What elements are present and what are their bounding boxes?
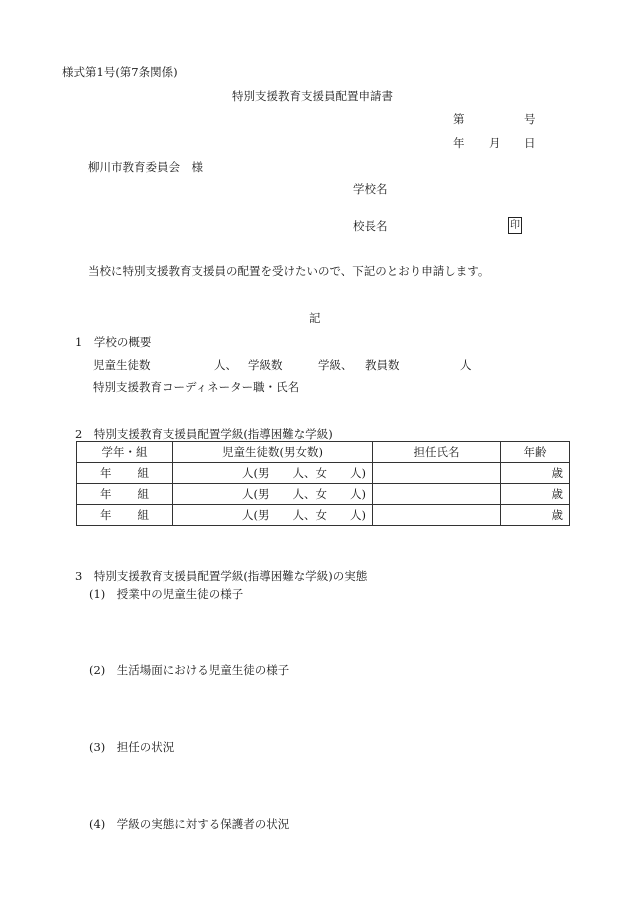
age-cell[interactable]: 歳: [501, 505, 570, 526]
student-count-cell[interactable]: 人(男 人、女 人): [173, 484, 373, 505]
teacher-name-cell[interactable]: [373, 505, 501, 526]
col-header-age: 年齢: [501, 442, 570, 463]
addressee: 柳川市教育委員会 様: [88, 160, 203, 174]
table-header-row: [77, 442, 570, 463]
age-cell[interactable]: 歳: [501, 484, 570, 505]
date-day: 日: [524, 136, 536, 150]
table-row: [77, 484, 570, 505]
date-month: 月: [489, 136, 501, 150]
teachers-label: 教員数: [365, 358, 400, 372]
student-count-cell[interactable]: 人(男 人、女 人): [173, 505, 373, 526]
teacher-name-cell[interactable]: [373, 484, 501, 505]
doc-number-prefix: 第: [453, 112, 465, 126]
section3-item-1: (1) 授業中の児童生徒の様子: [89, 587, 244, 601]
students-unit: 人、: [214, 358, 237, 372]
teacher-name-cell[interactable]: [373, 463, 501, 484]
grade-unit: 年: [100, 508, 112, 522]
principal-name-label: 校長名: [353, 219, 388, 233]
age-cell[interactable]: 歳: [501, 463, 570, 484]
grade-class-cell[interactable]: [77, 505, 173, 526]
grade-class-cell[interactable]: [77, 484, 173, 505]
col-header-teacher: 担任氏名: [373, 442, 501, 463]
col-header-count: 児童生徒数(男女数): [173, 442, 373, 463]
class-unit: 組: [137, 487, 149, 501]
date-year: 年: [453, 136, 465, 150]
section3-item-4: (4) 学級の実態に対する保護者の状況: [89, 817, 290, 831]
table-row: [77, 463, 570, 484]
grade-unit: 年: [100, 466, 112, 480]
document-title: 特別支援教育支援員配置申請書: [232, 89, 393, 103]
section1-heading: 1 学校の概要: [75, 335, 152, 349]
section3-heading: 3 特別支援教育支援員配置学級(指導困難な学級)の実態: [75, 569, 368, 583]
ki-mark: 記: [309, 311, 321, 325]
section3-item-3: (3) 担任の状況: [89, 740, 175, 754]
class-unit: 組: [137, 508, 149, 522]
section2-heading: 2 特別支援教育支援員配置学級(指導困難な学級): [75, 427, 333, 441]
teachers-unit: 人: [460, 358, 472, 372]
classes-unit: 学級、: [318, 358, 353, 372]
table-row: [77, 505, 570, 526]
intro-text: 当校に特別支援教育支援員の配置を受けたいので、下記のとおり申請します。: [88, 264, 490, 278]
student-count-cell[interactable]: 人(男 人、女 人): [173, 463, 373, 484]
seal-mark: 印: [508, 217, 522, 234]
grade-class-cell[interactable]: [77, 463, 173, 484]
coordinator-label: 特別支援教育コーディネーター職・氏名: [93, 380, 300, 394]
classes-label: 学級数: [248, 358, 283, 372]
students-label: 児童生徒数: [93, 358, 151, 372]
class-unit: 組: [137, 466, 149, 480]
doc-number-suffix: 号: [524, 112, 536, 126]
col-header-grade: 学年・組: [77, 442, 173, 463]
school-name-label: 学校名: [353, 182, 388, 196]
form-number: 様式第1号(第7条関係): [62, 65, 178, 79]
class-table: [76, 441, 570, 526]
section3-item-2: (2) 生活場面における児童生徒の様子: [89, 663, 290, 677]
grade-unit: 年: [100, 487, 112, 501]
